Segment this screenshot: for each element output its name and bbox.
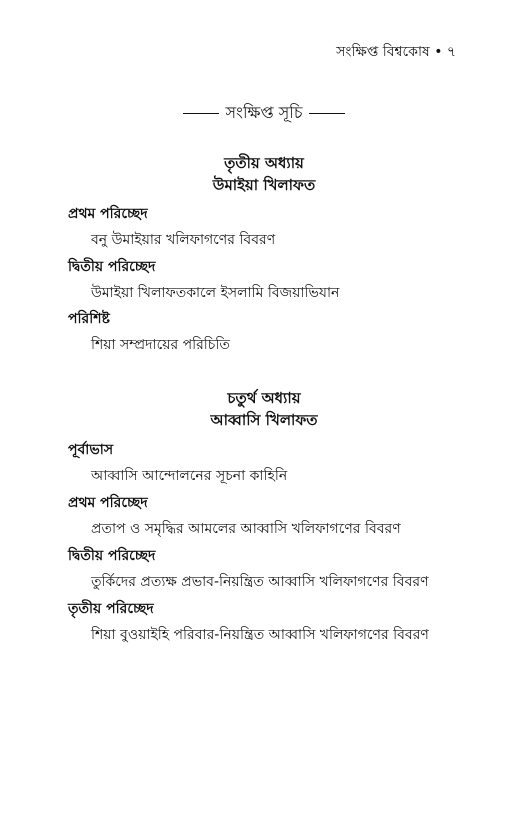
section-title — [0, 100, 528, 127]
section-heading: দ্বিতীয় পরিচ্ছেদ — [68, 548, 156, 564]
section-item: প্রতাপ ও সমৃদ্ধির আমলের আব্বাসি খলিফাগণের বিবরণ — [91, 521, 401, 537]
section-heading: পূর্বাভাস — [68, 442, 114, 458]
section-item: তুর্কিদের প্রত্যক্ষ প্রভাব-নিয়ন্ত্রিত আব্বাসি খলিফাগণের বিবরণ — [91, 574, 429, 590]
section-heading: দ্বিতীয় পরিচ্ছেদ — [68, 259, 156, 275]
running-header: সংক্ষিপ্ত বিশ্বকোষ • ৭ — [336, 44, 456, 60]
section-item: শিয়া সম্প্রদায়ের পরিচিতি — [91, 337, 230, 353]
section-heading: প্রথম পরিচ্ছেদ — [68, 206, 148, 222]
section-heading: প্রথম পরিচ্ছেদ — [68, 495, 148, 511]
title-rule-right — [309, 113, 345, 114]
section-item: শিয়া বুওয়াইহি পরিবার-নিয়ন্ত্রিত আব্বাসি খলিফাগণের বিবরণ — [91, 627, 429, 643]
chapter-number: তৃতীয় অধ্যায় — [224, 154, 304, 172]
chapter-title: উমাইয়া খিলাফত — [212, 176, 316, 194]
chapter-4-heading — [0, 387, 528, 431]
title-rule-left — [183, 113, 219, 114]
section-heading: তৃতীয় পরিচ্ছেদ — [68, 601, 154, 617]
section-title-text: সংক্ষিপ্ত সূচি — [225, 103, 303, 122]
section-item: বনু উমাইয়ার খলিফাগণের বিবরণ — [91, 232, 276, 248]
chapter-number: চতুর্থ অধ্যায় — [227, 389, 301, 407]
section-item: উমাইয়া খিলাফতকালে ইসলামি বিজয়াভিযান — [91, 285, 340, 301]
section-item: আব্বাসি আন্দোলনের সূচনা কাহিনি — [91, 468, 288, 484]
section-heading: পরিশিষ্ট — [68, 311, 110, 327]
chapter-title: আব্বাসি খিলাফত — [210, 411, 318, 429]
chapter-3-heading — [0, 152, 528, 196]
